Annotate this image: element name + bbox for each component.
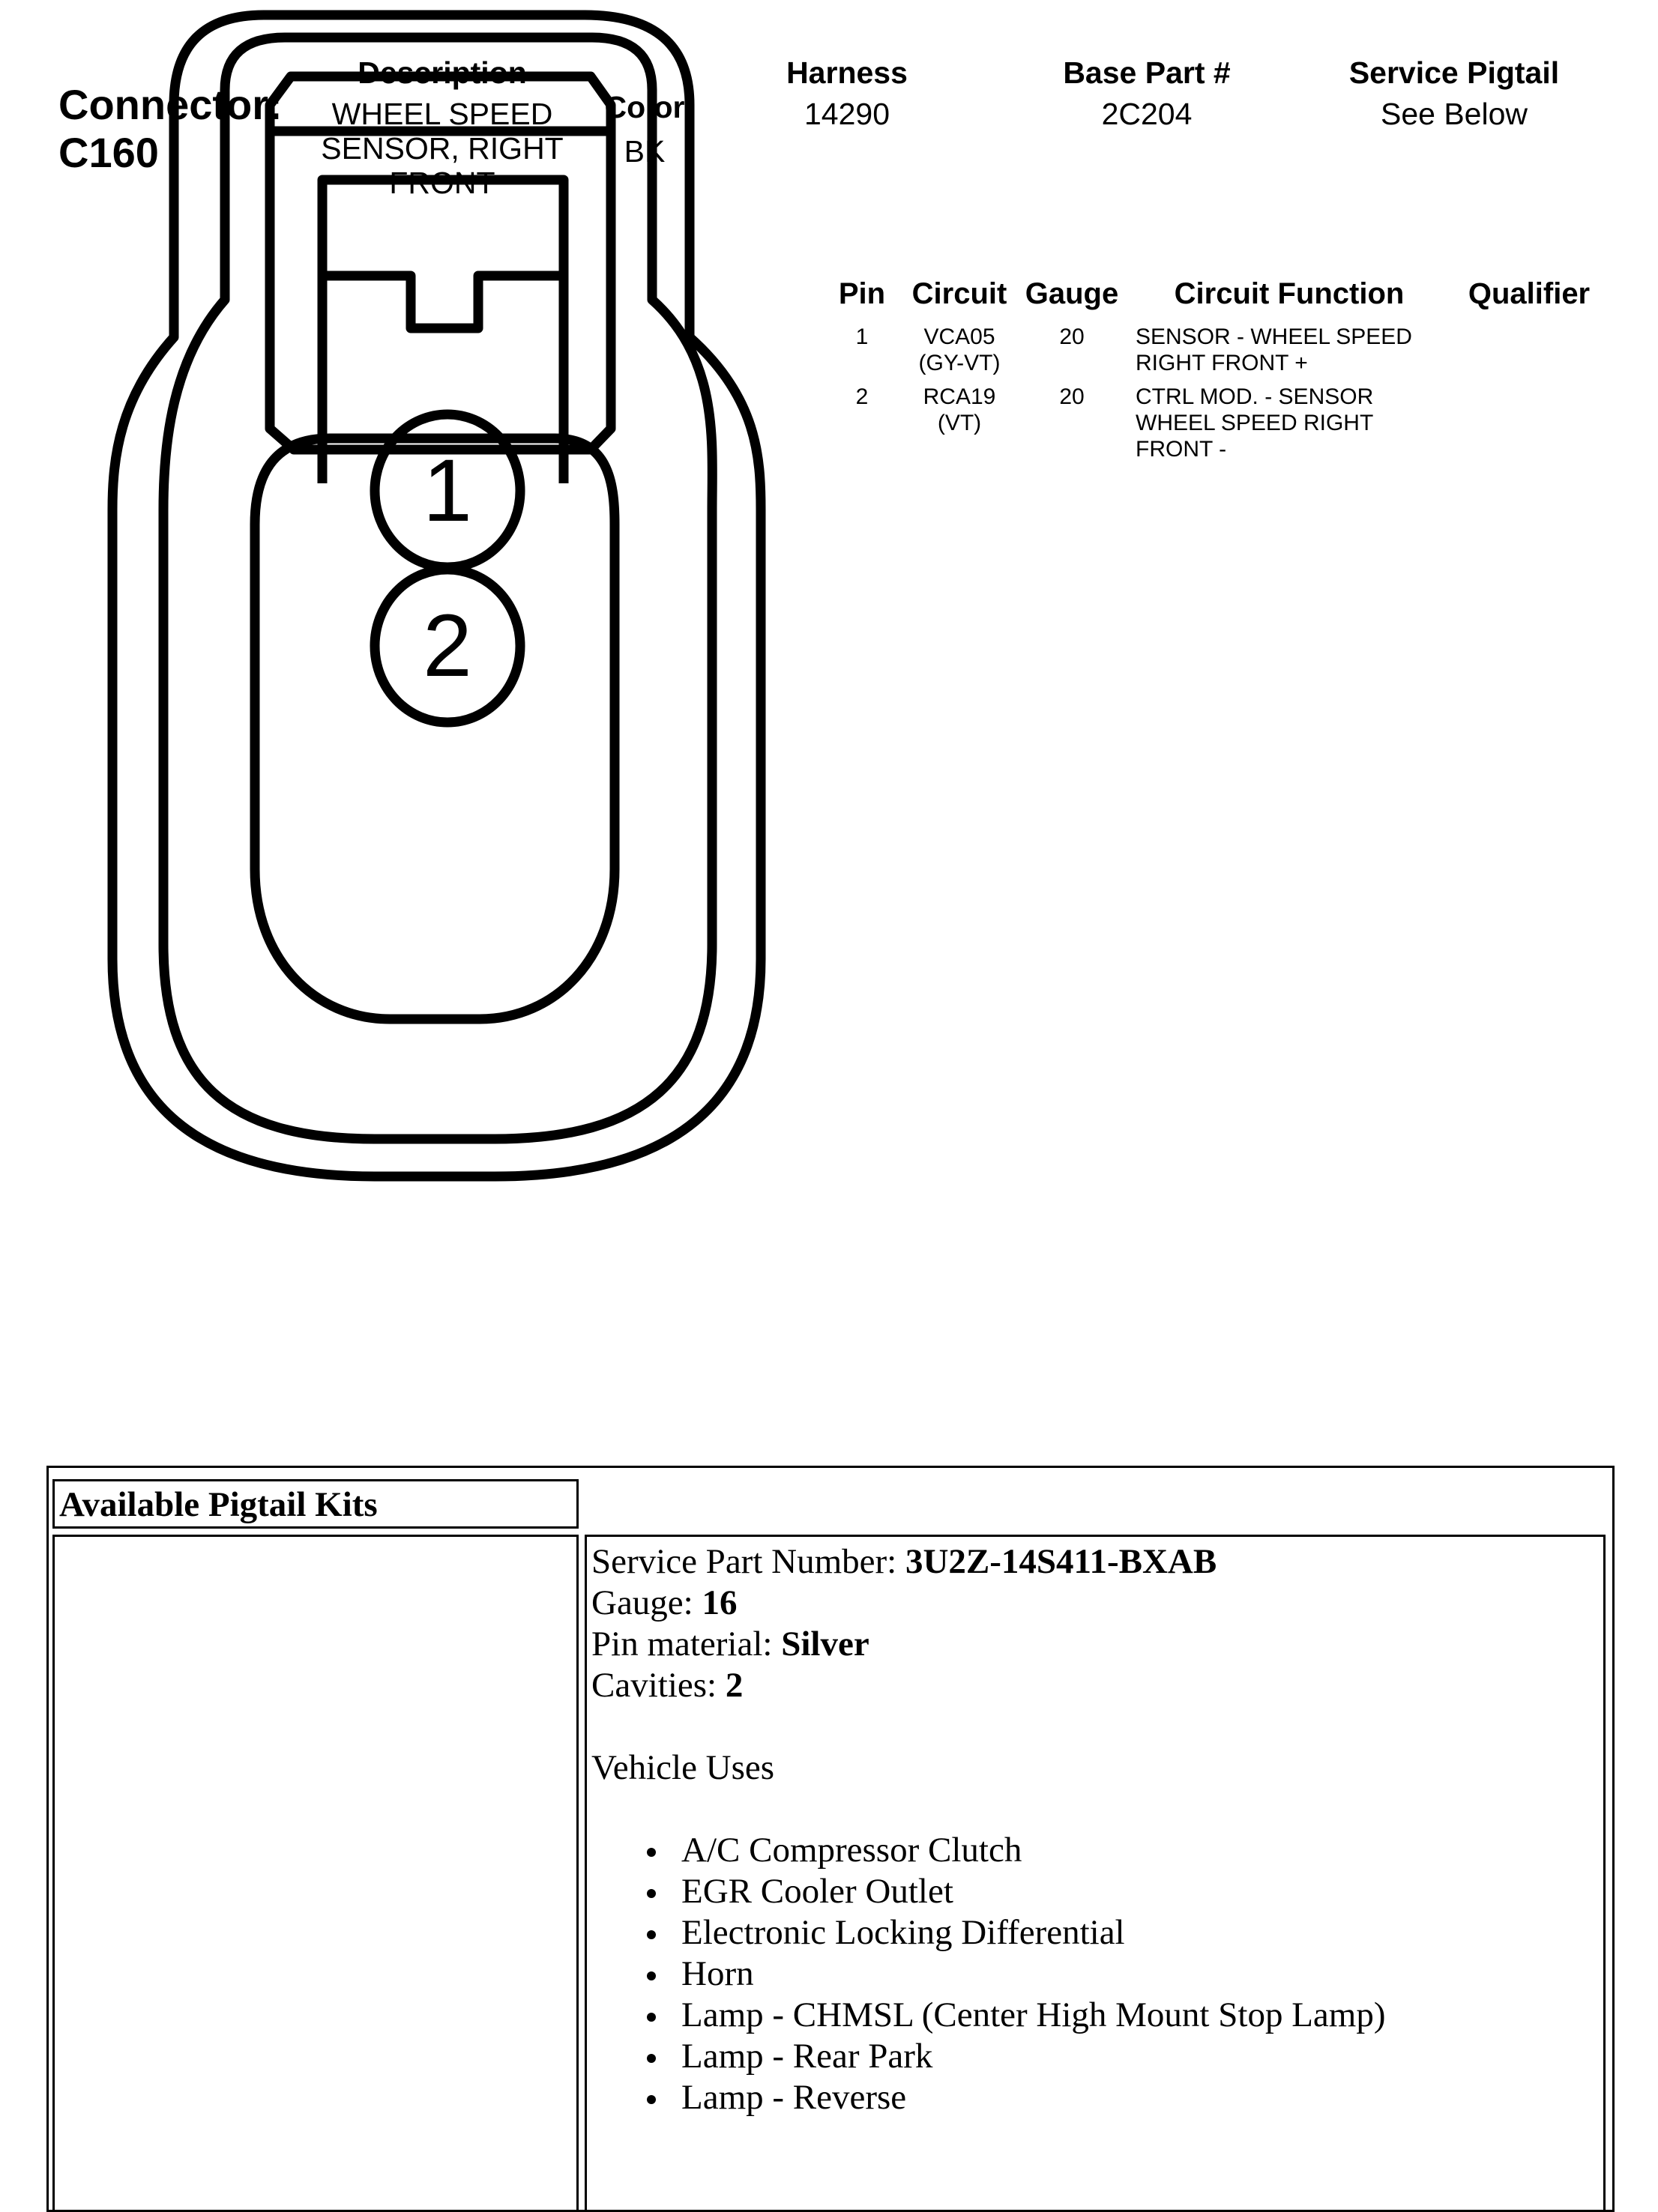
list-item: Lamp - Reverse	[591, 2077, 1603, 2118]
color-label: Color	[604, 90, 685, 124]
vehicle-uses-list	[591, 1830, 1603, 2118]
latch-notch	[322, 276, 564, 328]
color-value: BK	[624, 134, 666, 169]
circuit-header: Circuit	[911, 277, 1007, 310]
list-item: Electronic Locking Differential	[591, 1912, 1603, 1953]
kits-title-cell	[52, 1479, 579, 1529]
connector-inner-shell	[163, 37, 712, 1139]
description-label: Description	[358, 55, 527, 90]
bullet-icon	[647, 2054, 656, 2063]
pin-1-gauge: 20	[1059, 324, 1085, 349]
gauge-value: 16	[702, 1583, 738, 1622]
bullet-icon	[647, 2095, 656, 2104]
pin-2-label: 2	[423, 596, 472, 695]
pin-2-number: 2	[855, 384, 869, 409]
pin-1-label: 1	[423, 441, 472, 540]
list-item: Lamp - CHMSL (Center High Mount Stop Lamp)	[591, 1995, 1603, 2036]
base-part-column	[1034, 55, 1259, 131]
pin-table	[825, 277, 1649, 472]
harness-value: 14290	[804, 97, 890, 131]
kits-title: Available Pigtail Kits	[59, 1485, 378, 1524]
pin-2-circuit: RCA19 (VT)	[923, 384, 996, 435]
harness-label: Harness	[786, 55, 908, 90]
pin-2-function: CTRL MOD. - SENSOR WHEEL SPEED RIGHT FRONT -	[1136, 384, 1374, 462]
bullet-icon	[647, 1930, 656, 1939]
connector-face-diagram	[0, 0, 825, 1424]
kit-details-cell	[585, 1535, 1606, 2211]
bullet-icon	[647, 1971, 656, 1980]
pin-header: Pin	[838, 277, 886, 310]
description-value: WHEEL SPEED SENSOR, RIGHT FRONT	[321, 97, 564, 200]
cavities-value: 2	[725, 1666, 744, 1705]
connector-outer-shell	[112, 15, 761, 1176]
service-pigtail-label: Service Pigtail	[1348, 55, 1560, 90]
pin-1-circuit: VCA05 (GY-VT)	[918, 324, 1001, 375]
pin-material-value: Silver	[781, 1625, 869, 1663]
qualifier-header: Qualifier	[1468, 277, 1591, 310]
pin-1-number: 1	[855, 324, 869, 349]
kit-details	[587, 1537, 1603, 2118]
bullet-icon	[647, 1848, 656, 1857]
list-item: Lamp - Rear Park	[591, 2036, 1603, 2077]
bullet-icon	[647, 2013, 656, 2022]
base-part-value: 2C204	[1101, 97, 1193, 131]
connector-id: C160	[58, 129, 159, 176]
bullet-icon	[647, 1889, 656, 1898]
pin-1-function: SENSOR - WHEEL SPEED RIGHT FRONT +	[1136, 324, 1412, 375]
vehicle-uses-heading: Vehicle Uses	[591, 1748, 775, 1787]
service-part-number: 3U2Z-14S411-BXAB	[905, 1542, 1217, 1581]
service-part-line: Service Part Number: 3U2Z-14S411-BXAB	[591, 1542, 1217, 1581]
service-pigtail-column	[1319, 55, 1589, 131]
pin-2-gauge: 20	[1059, 384, 1085, 409]
service-pigtail-value: See Below	[1380, 97, 1528, 131]
list-item: Horn	[591, 1953, 1603, 1995]
gauge-header: Gauge	[1025, 277, 1119, 310]
kits-image-cell	[52, 1535, 579, 2211]
connector-label: Connector:	[58, 81, 283, 128]
cavities-line: Cavities: 2	[591, 1666, 744, 1705]
list-item: EGR Cooler Outlet	[591, 1871, 1603, 1912]
list-item: A/C Compressor Clutch	[591, 1830, 1603, 1871]
circuit-function-header: Circuit Function	[1174, 277, 1405, 310]
base-part-label: Base Part #	[1063, 55, 1231, 90]
pin-material-line: Pin material: Silver	[591, 1625, 869, 1663]
gauge-line: Gauge: 16	[591, 1583, 738, 1622]
